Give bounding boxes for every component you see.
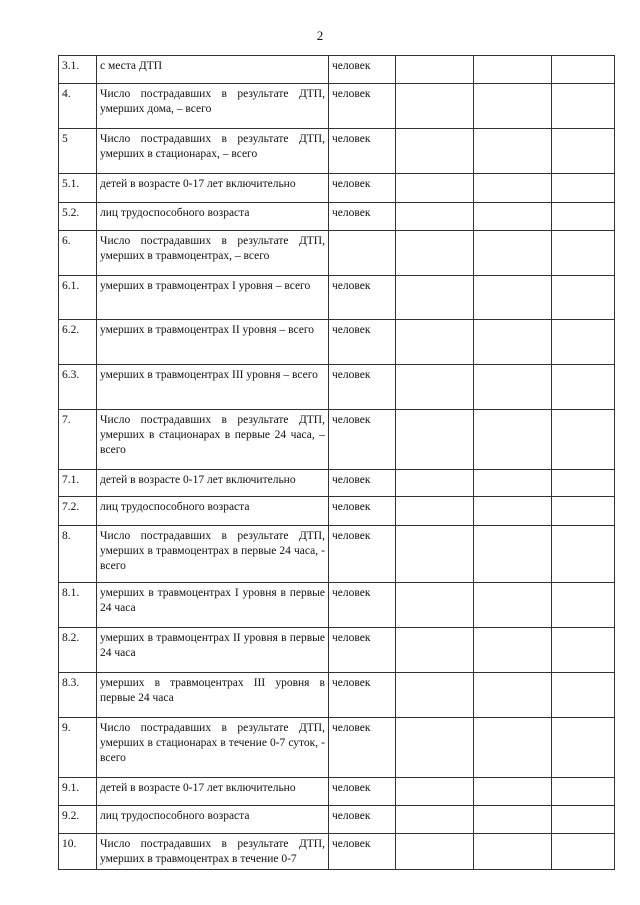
value-cell — [396, 718, 474, 778]
row-number-cell: 6.3. — [59, 365, 97, 410]
table-row — [59, 203, 615, 231]
row-number-cell: 6. — [59, 231, 97, 276]
row-number-cell: 8.2. — [59, 628, 97, 673]
row-number-cell: 5 — [59, 129, 97, 174]
value-cell — [396, 583, 474, 628]
unit-cell: человек — [329, 320, 396, 365]
row-number-cell: 9.1. — [59, 778, 97, 806]
row-number-cell: 7.2. — [59, 497, 97, 526]
row-number-cell: 9.2. — [59, 806, 97, 834]
value-cell — [552, 718, 615, 778]
row-number-cell: 7. — [59, 410, 97, 470]
value-cell — [474, 410, 552, 470]
value-cell — [396, 365, 474, 410]
value-cell — [474, 84, 552, 129]
value-cell — [396, 673, 474, 718]
unit-cell: человек — [329, 834, 396, 870]
table-row — [59, 320, 615, 365]
value-cell — [552, 203, 615, 231]
value-cell — [396, 84, 474, 129]
value-cell — [396, 628, 474, 673]
indicator-text-cell: Число пострадавших в результате ДТП, умерших в стационарах в первые 24 часа, – всего — [97, 410, 329, 470]
value-cell — [474, 628, 552, 673]
value-cell — [396, 410, 474, 470]
indicator-text-cell: лиц трудоспособного возраста — [97, 497, 329, 526]
row-number-cell: 3.1. — [59, 56, 97, 84]
value-cell — [396, 834, 474, 870]
row-number-cell: 7.1. — [59, 470, 97, 497]
row-number-cell: 6.1. — [59, 276, 97, 320]
value-cell — [474, 497, 552, 526]
statistics-table — [58, 55, 615, 870]
value-cell — [552, 320, 615, 365]
value-cell — [474, 673, 552, 718]
value-cell — [474, 718, 552, 778]
table-row — [59, 470, 615, 497]
unit-cell: человек — [329, 718, 396, 778]
value-cell — [396, 129, 474, 174]
unit-cell: человек — [329, 778, 396, 806]
indicator-text-cell: Число пострадавших в результате ДТП, умерших в травмоцентрах в первые 24 часа, - всего — [97, 526, 329, 583]
value-cell — [552, 410, 615, 470]
table-row — [59, 497, 615, 526]
unit-cell: человек — [329, 129, 396, 174]
indicator-text-cell: детей в возрасте 0-17 лет включительно — [97, 470, 329, 497]
indicator-text-cell: Число пострадавших в результате ДТП, умерших в травмоцентрах, – всего — [97, 231, 329, 276]
table-row — [59, 84, 615, 129]
table-row — [59, 778, 615, 806]
value-cell — [552, 526, 615, 583]
value-cell — [396, 320, 474, 365]
value-cell — [396, 806, 474, 834]
unit-cell: человек — [329, 806, 396, 834]
table-row — [59, 410, 615, 470]
value-cell — [552, 129, 615, 174]
table-row — [59, 174, 615, 203]
unit-cell: человек — [329, 84, 396, 129]
value-cell — [396, 56, 474, 84]
page-number: 2 — [316, 28, 324, 43]
indicator-text-cell: Число пострадавших в результате ДТП, умерших дома, – всего — [97, 84, 329, 129]
value-cell — [552, 806, 615, 834]
row-number-cell: 4. — [59, 84, 97, 129]
indicator-text-cell: умерших в травмоцентрах I уровня в первые 24 часа — [97, 583, 329, 628]
unit-cell: человек — [329, 628, 396, 673]
indicator-text-cell: лиц трудоспособного возраста — [97, 203, 329, 231]
value-cell — [396, 497, 474, 526]
row-number-cell: 5.1. — [59, 174, 97, 203]
table-row — [59, 583, 615, 628]
row-number-cell: 5.2. — [59, 203, 97, 231]
unit-cell: человек — [329, 673, 396, 718]
table-row — [59, 365, 615, 410]
indicator-text-cell: Число пострадавших в результате ДТП, умерших в стационарах, – всего — [97, 129, 329, 174]
table-row — [59, 231, 615, 276]
value-cell — [396, 778, 474, 806]
value-cell — [474, 583, 552, 628]
table-row — [59, 56, 615, 84]
table-row — [59, 673, 615, 718]
indicator-text-cell: умерших в травмоцентрах III уровня – всего — [97, 365, 329, 410]
value-cell — [474, 174, 552, 203]
unit-cell: человек — [329, 365, 396, 410]
value-cell — [552, 56, 615, 84]
value-cell — [474, 320, 552, 365]
value-cell — [474, 526, 552, 583]
unit-cell: человек — [329, 470, 396, 497]
unit-cell: человек — [329, 583, 396, 628]
value-cell — [474, 365, 552, 410]
row-number-cell: 9. — [59, 718, 97, 778]
indicator-text-cell: Число пострадавших в результате ДТП, умерших в травмоцентрах в течение 0-7 — [97, 834, 329, 870]
value-cell — [552, 834, 615, 870]
table-row — [59, 718, 615, 778]
unit-cell: человек — [329, 276, 396, 320]
value-cell — [474, 834, 552, 870]
value-cell — [474, 276, 552, 320]
unit-cell: человек — [329, 56, 396, 84]
indicator-text-cell: умерших в травмоцентрах I уровня – всего — [97, 276, 329, 320]
indicator-text-cell: детей в возрасте 0-17 лет включительно — [97, 778, 329, 806]
table-row — [59, 526, 615, 583]
row-number-cell: 8.1. — [59, 583, 97, 628]
value-cell — [474, 470, 552, 497]
value-cell — [474, 778, 552, 806]
value-cell — [396, 470, 474, 497]
value-cell — [396, 174, 474, 203]
unit-cell: человек — [329, 526, 396, 583]
indicator-text-cell: умерших в травмоцентрах III уровня в первые 24 часа — [97, 673, 329, 718]
unit-cell — [329, 231, 396, 276]
value-cell — [552, 628, 615, 673]
value-cell — [552, 778, 615, 806]
table-row — [59, 806, 615, 834]
table-body — [59, 56, 615, 870]
value-cell — [552, 583, 615, 628]
row-number-cell: 10. — [59, 834, 97, 870]
indicator-text-cell: детей в возрасте 0-17 лет включительно — [97, 174, 329, 203]
row-number-cell: 8. — [59, 526, 97, 583]
row-number-cell: 8.3. — [59, 673, 97, 718]
value-cell — [474, 231, 552, 276]
value-cell — [474, 129, 552, 174]
value-cell — [396, 203, 474, 231]
unit-cell: человек — [329, 497, 396, 526]
table-row — [59, 834, 615, 870]
value-cell — [474, 56, 552, 84]
value-cell — [552, 174, 615, 203]
value-cell — [396, 276, 474, 320]
value-cell — [474, 806, 552, 834]
value-cell — [552, 231, 615, 276]
unit-cell: человек — [329, 410, 396, 470]
table-row — [59, 276, 615, 320]
table-row — [59, 628, 615, 673]
indicator-text-cell: умерших в травмоцентрах II уровня – всего — [97, 320, 329, 365]
value-cell — [552, 276, 615, 320]
value-cell — [552, 470, 615, 497]
indicator-text-cell: лиц трудоспособного возраста — [97, 806, 329, 834]
table-row — [59, 129, 615, 174]
value-cell — [474, 203, 552, 231]
value-cell — [552, 673, 615, 718]
indicator-text-cell: умерших в травмоцентрах II уровня в первые 24 часа — [97, 628, 329, 673]
indicator-text-cell: Число пострадавших в результате ДТП, умерших в стационарах в течение 0-7 суток, - всего — [97, 718, 329, 778]
unit-cell: человек — [329, 174, 396, 203]
value-cell — [552, 365, 615, 410]
unit-cell: человек — [329, 203, 396, 231]
value-cell — [396, 231, 474, 276]
value-cell — [552, 84, 615, 129]
indicator-text-cell: с места ДТП — [97, 56, 329, 84]
value-cell — [552, 497, 615, 526]
row-number-cell: 6.2. — [59, 320, 97, 365]
value-cell — [396, 526, 474, 583]
